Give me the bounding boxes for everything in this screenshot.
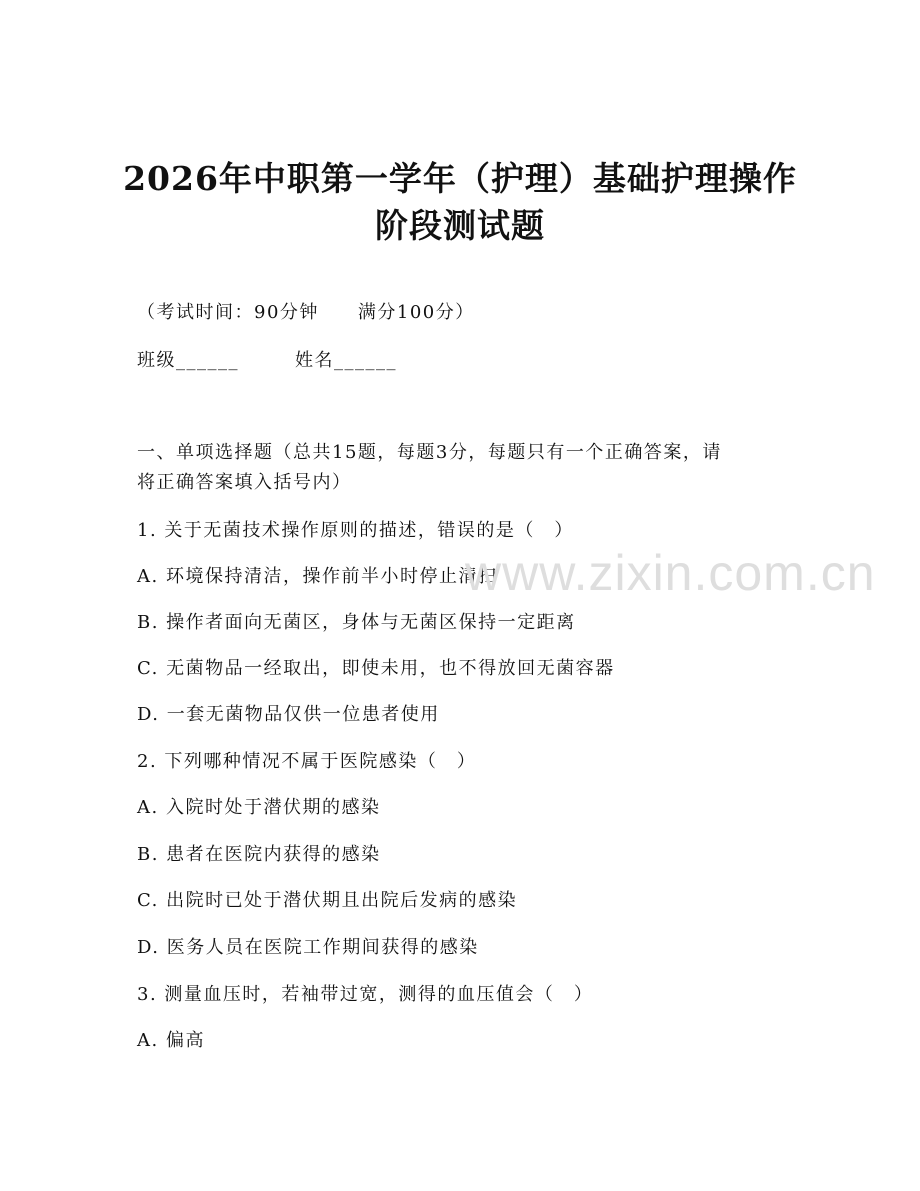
question-1-option-b: B. 操作者面向无菌区，身体与无菌区保持一定距离	[137, 612, 576, 633]
question-1-option-d: D. 一套无菌物品仅供一位患者使用	[137, 704, 440, 725]
question-3-stem: 3. 测量血压时，若袖带过宽，测得的血压值会（ ）	[137, 984, 594, 1005]
section-heading-line-2: 将正确答案填入括号内）	[137, 472, 352, 493]
watermark: www.zixin.com.cn	[465, 545, 876, 601]
document-title-line-1: 2026年中职第一学年（护理）基础护理操作	[123, 159, 797, 198]
name-field: 姓名______	[295, 350, 397, 371]
question-2-option-d: D. 医务人员在医院工作期间获得的感染	[137, 937, 479, 958]
question-2-stem: 2. 下列哪种情况不属于医院感染（ ）	[137, 751, 477, 772]
class-field: 班级______	[137, 350, 239, 371]
question-2-option-b: B. 患者在医院内获得的感染	[137, 844, 381, 865]
question-1-option-c: C. 无菌物品一经取出，即使未用，也不得放回无菌容器	[137, 658, 615, 679]
question-1-option-a: A. 环境保持清洁，操作前半小时停止清扫	[137, 566, 498, 587]
section-heading-line-1: 一、单项选择题（总共15题，每题3分，每题只有一个正确答案，请	[137, 442, 722, 463]
exam-info: （考试时间：90分钟 满分100分）	[137, 302, 475, 323]
question-1-stem: 1. 关于无菌技术操作原则的描述，错误的是（ ）	[137, 520, 574, 541]
question-3-option-a: A. 偏高	[137, 1030, 205, 1051]
question-2-option-a: A. 入院时处于潜伏期的感染	[137, 797, 381, 818]
document-title-line-2: 阶段测试题	[375, 206, 545, 245]
question-2-option-c: C. 出院时已处于潜伏期且出院后发病的感染	[137, 890, 518, 911]
